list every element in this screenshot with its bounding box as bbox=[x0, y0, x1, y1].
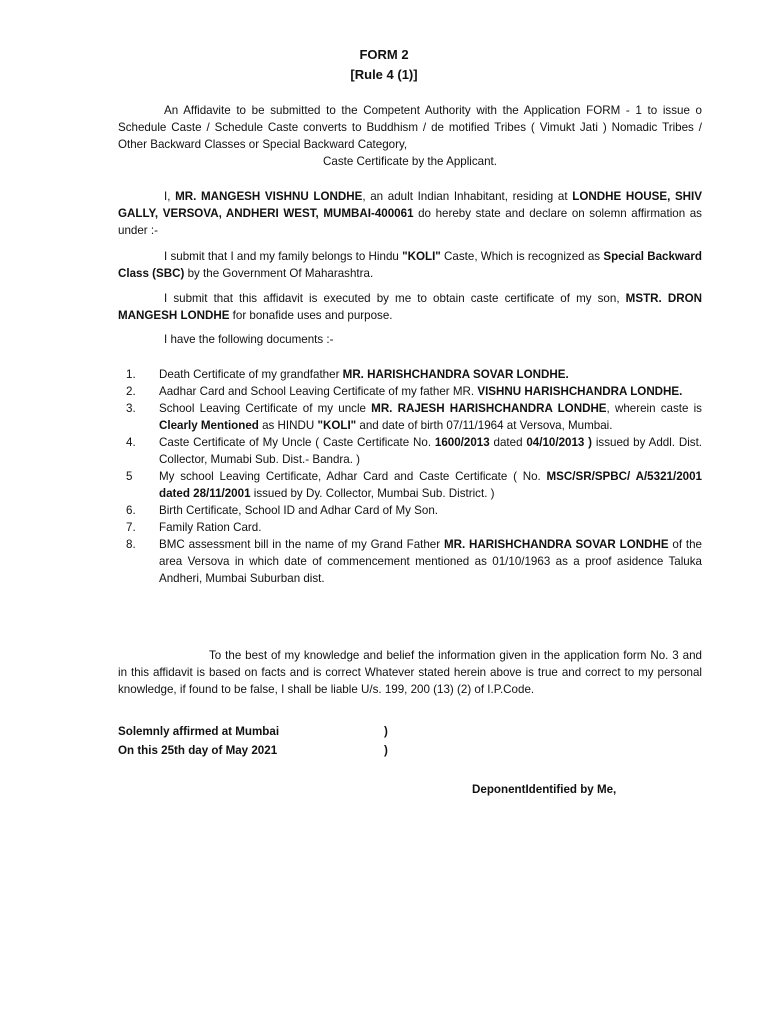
rule-reference: [Rule 4 (1)] bbox=[350, 67, 418, 82]
documents-intro: I have the following documents :- bbox=[164, 333, 334, 346]
text: I submit that I and my family belongs to Hindu bbox=[164, 250, 403, 263]
text: by the Government Of Maharashtra. bbox=[184, 267, 374, 280]
item-text: dated bbox=[489, 436, 527, 449]
document-item bbox=[118, 383, 702, 400]
item-emphasis: 04/10/2013 ) bbox=[526, 436, 593, 449]
item-emphasis: VISHNU HARISHCHANDRA LONDHE. bbox=[477, 385, 683, 398]
deponent-signature-label: DeponentIdentified by Me, bbox=[472, 783, 617, 796]
affirmation-date-row bbox=[118, 741, 388, 760]
text: I, bbox=[164, 190, 176, 203]
item-number: 7. bbox=[126, 521, 136, 534]
affirmation-place: Solemnly affirmed at Mumbai bbox=[118, 725, 280, 738]
bracket: ) bbox=[384, 725, 388, 738]
item-emphasis: "KOLI" bbox=[317, 419, 357, 432]
item-number: 5 bbox=[126, 470, 133, 483]
item-emphasis: 1600/2013 bbox=[434, 436, 490, 449]
item-text: My school Leaving Certificate, Adhar Card and Caste Certificate ( No. bbox=[159, 470, 547, 483]
son-name: MSTR. DRON MANGESH LONDHE bbox=[118, 292, 702, 322]
declarant-name: MR. MANGESH VISHNU LONDHE bbox=[175, 190, 363, 203]
affirmation-place-row bbox=[118, 722, 388, 741]
text: , an adult Indian Inhabitant, residing at bbox=[362, 190, 573, 203]
intro-paragraph bbox=[118, 102, 702, 170]
caste-paragraph bbox=[118, 248, 702, 282]
item-number: 6. bbox=[126, 504, 136, 517]
item-text: as HINDU bbox=[258, 419, 318, 432]
declarant-paragraph bbox=[118, 188, 702, 239]
affirmation-date: On this 25th day of May 2021 bbox=[118, 744, 278, 757]
item-emphasis: Clearly Mentioned bbox=[159, 419, 259, 432]
category-name: Special Backward Class (SBC) bbox=[118, 250, 702, 280]
item-emphasis: MR. HARISHCHANDRA SOVAR LONDHE. bbox=[342, 368, 569, 381]
item-text: issued by Dy. Collector, Mumbai Sub. District. ) bbox=[250, 487, 495, 500]
item-emphasis: MSC/SR/SPBC/ A/5321/2001 dated 28/11/2001 bbox=[159, 470, 702, 500]
document-item bbox=[118, 400, 702, 434]
item-text: of the area Versova in which date of commencement mentioned as 01/10/1963 as a proof asidence Taluka Andheri, Mumbai Suburban dist. bbox=[159, 538, 702, 585]
text: I submit that this affidavit is executed by me to obtain caste certificate of my son, bbox=[164, 292, 626, 305]
item-number: 1. bbox=[126, 368, 136, 381]
item-emphasis: MR. RAJESH HARISHCHANDRA LONDHE bbox=[371, 402, 607, 415]
item-emphasis: MR. HARISHCHANDRA SOVAR LONDHE bbox=[443, 538, 669, 551]
document-item bbox=[118, 366, 702, 383]
item-text: Birth Certificate, School ID and Adhar Card of My Son. bbox=[159, 504, 439, 517]
bracket: ) bbox=[384, 744, 388, 757]
item-text: Death Certificate of my grandfather bbox=[159, 368, 343, 381]
documents-list bbox=[118, 366, 702, 587]
document-item bbox=[118, 434, 702, 468]
document-item bbox=[118, 502, 702, 519]
document-item bbox=[118, 536, 702, 587]
item-text: Family Ration Card. bbox=[159, 521, 262, 534]
item-text: BMC assessment bill in the name of my Grand Father bbox=[159, 538, 444, 551]
text: for bonafide uses and purpose. bbox=[229, 309, 393, 322]
item-number: 2. bbox=[126, 385, 136, 398]
declarant-address: LONDHE HOUSE, SHIV GALLY, VERSOVA, ANDHERI WEST, MUMBAI-400061 bbox=[118, 190, 703, 220]
item-text: School Leaving Certificate of my uncle bbox=[159, 402, 372, 415]
intro-text: An Affidavite to be submitted to the Competent Authority with the Application FORM - 1 to issue o Schedule Caste / Schedule Caste converts to Buddhism / de motified Tribes ( Vimukt Jati ) Nomadic Tribes / Other Backward Classes or Special Backward Category, bbox=[118, 104, 702, 151]
affirmation-block bbox=[118, 722, 388, 760]
item-number: 8. bbox=[126, 538, 136, 551]
item-text: Aadhar Card and School Leaving Certificate of my father MR. bbox=[159, 385, 478, 398]
text: do hereby state and declare on solemn affirmation as under :- bbox=[118, 207, 702, 237]
purpose-paragraph bbox=[118, 290, 702, 324]
text: Caste, Which is recognized as bbox=[440, 250, 604, 263]
caste-name: "KOLI" bbox=[402, 250, 441, 263]
item-text: , wherein caste is bbox=[606, 402, 702, 415]
intro-last-line: Caste Certificate by the Applicant. bbox=[323, 155, 497, 168]
declaration-paragraph: To the best of my knowledge and belief the information given in the application form No. 3 and in this affidavit is based on facts and is correct Whatever stated herein above is true and correct to my personal knowledge, if found to be false, I shall be liable U/s. 199, 200 (13) (2) of I.P.Code. bbox=[118, 649, 702, 696]
document-item bbox=[118, 468, 702, 502]
item-text: Caste Certificate of My Uncle ( Caste Certificate No. bbox=[159, 436, 435, 449]
item-number: 4. bbox=[126, 436, 136, 449]
document-item bbox=[118, 519, 702, 536]
form-title: FORM 2 bbox=[359, 47, 409, 62]
item-text: and date of birth 07/11/1964 at Versova, Mumbai. bbox=[356, 419, 613, 432]
item-number: 3. bbox=[126, 402, 136, 415]
item-text: issued by Addl. Dist. Collector, Mumabi Sub. Dist.- Bandra. ) bbox=[159, 436, 703, 466]
